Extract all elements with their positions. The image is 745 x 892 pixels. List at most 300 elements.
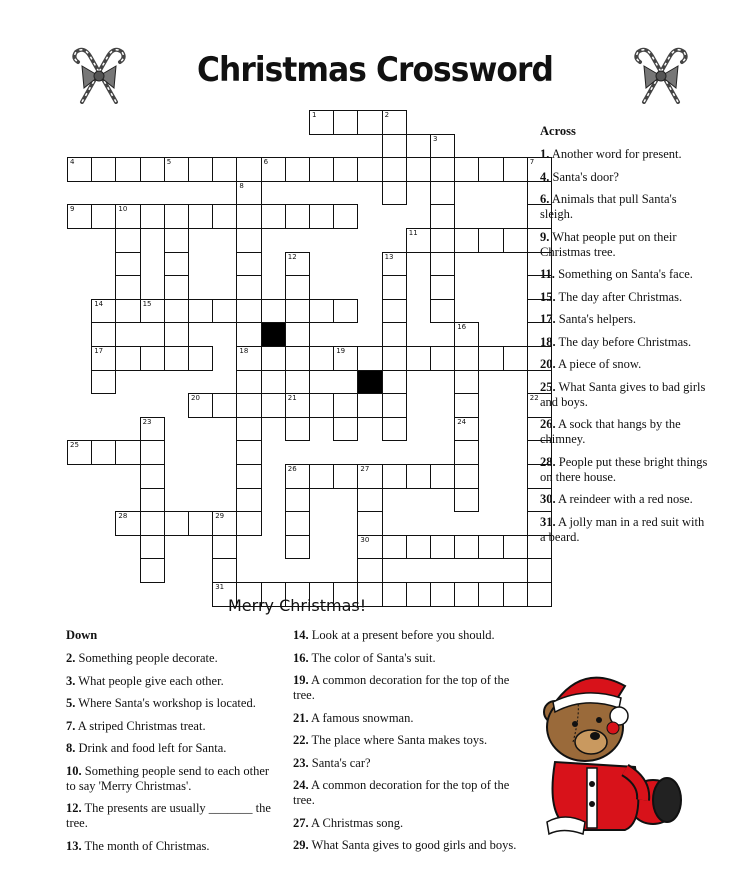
clue-item — [66, 839, 281, 854]
crossword-cell[interactable] — [164, 228, 189, 253]
crossword-cell[interactable] — [503, 346, 528, 371]
crossword-cell[interactable] — [454, 417, 479, 442]
crossword-cell[interactable] — [430, 346, 455, 371]
crossword-cell[interactable] — [140, 464, 165, 489]
black-square — [357, 370, 382, 395]
clue-text: What people put on their Christmas tree. — [540, 229, 677, 259]
clue-item — [540, 335, 710, 350]
crossword-cell[interactable] — [333, 346, 358, 371]
cell-number: 24 — [457, 417, 467, 426]
crossword-cell[interactable] — [140, 204, 165, 229]
crossword-cell[interactable] — [285, 464, 310, 489]
crossword-cell[interactable] — [91, 204, 116, 229]
clue-item — [293, 673, 523, 703]
crossword-cell[interactable] — [285, 252, 310, 277]
crossword-cell[interactable] — [261, 393, 286, 418]
clue-number: 10. — [66, 763, 82, 778]
crossword-cell[interactable] — [527, 582, 552, 607]
crossword-cell[interactable] — [285, 417, 310, 442]
crossword-cell[interactable] — [333, 417, 358, 442]
clue-text: People put these bright things on there house. — [540, 454, 708, 484]
clue-text: A common decoration for the top of the tree. — [293, 673, 510, 702]
crossword-cell[interactable] — [285, 370, 310, 395]
clue-item — [293, 838, 523, 853]
crossword-cell[interactable] — [236, 511, 261, 536]
clue-text: Santa's helpers. — [555, 312, 636, 326]
cell-number: 27 — [360, 465, 370, 473]
clue-number: 29. — [293, 838, 309, 852]
clue-text: A famous snowman. — [308, 710, 414, 725]
crossword-cell[interactable] — [333, 110, 358, 135]
crossword-cell[interactable] — [115, 228, 140, 253]
crossword-cell[interactable] — [309, 393, 334, 418]
crossword-cell[interactable] — [309, 464, 334, 489]
clue-text: The day before Christmas. — [555, 334, 692, 349]
crossword-cell[interactable] — [309, 110, 334, 135]
clue-item — [293, 816, 523, 831]
crossword-cell[interactable] — [503, 582, 528, 607]
crossword-cell[interactable] — [140, 558, 165, 583]
crossword-cell[interactable] — [382, 110, 407, 135]
crossword-cell[interactable] — [309, 346, 334, 371]
crossword-cell[interactable] — [357, 157, 382, 182]
crossword-cell[interactable] — [285, 393, 310, 418]
crossword-cell[interactable] — [503, 228, 528, 253]
crossword-cell[interactable] — [285, 511, 310, 536]
down-header: Down — [66, 628, 98, 642]
crossword-cell[interactable] — [236, 488, 261, 513]
page-title: Christmas Crossword — [196, 50, 553, 90]
crossword-cell[interactable] — [503, 535, 528, 560]
crossword-cell[interactable] — [236, 440, 261, 465]
clue-text: Something people decorate. — [75, 651, 218, 665]
crossword-cell[interactable] — [285, 346, 310, 371]
crossword-cell[interactable] — [285, 157, 310, 182]
clue-text: What people give each other. — [75, 673, 224, 688]
crossword-cell[interactable] — [236, 181, 261, 206]
crossword-cell[interactable] — [454, 157, 479, 182]
crossword-cell[interactable] — [164, 299, 189, 324]
clue-item — [540, 290, 710, 305]
clue-number: 11. — [540, 267, 555, 281]
crossword-cell[interactable] — [333, 299, 358, 324]
clue-text: A sock that hangs by the chimney. — [540, 417, 681, 446]
crossword-cell[interactable] — [115, 440, 140, 465]
crossword-cell[interactable] — [164, 204, 189, 229]
crossword-cell[interactable] — [406, 582, 431, 607]
crossword-cell[interactable] — [382, 157, 407, 182]
footer-text: Merry Christmas! — [228, 596, 367, 615]
crossword-cell[interactable] — [212, 157, 237, 182]
crossword-cell[interactable] — [91, 322, 116, 347]
crossword-cell[interactable] — [261, 346, 286, 371]
clue-text: A reindeer with a red nose. — [555, 492, 693, 506]
crossword-cell[interactable] — [188, 204, 213, 229]
crossword-cell[interactable] — [333, 204, 358, 229]
cell-number: 11 — [408, 229, 418, 237]
crossword-cell[interactable] — [91, 299, 116, 324]
crossword-cell[interactable] — [115, 299, 140, 324]
clue-text: Where Santa's workshop is located. — [75, 696, 256, 710]
crossword-cell[interactable] — [357, 346, 382, 371]
clue-number: 26. — [540, 417, 556, 431]
crossword-cell[interactable] — [382, 393, 407, 418]
clue-text: Santa's car? — [308, 755, 371, 770]
clue-number: 12. — [66, 801, 82, 815]
crossword-cell[interactable] — [357, 558, 382, 583]
crossword-cell[interactable] — [357, 110, 382, 135]
crossword-cell[interactable] — [454, 440, 479, 465]
cell-number: 26 — [287, 465, 297, 473]
clue-number: 30. — [540, 492, 556, 506]
clue-text: The month of Christmas. — [81, 838, 210, 853]
crossword-cell[interactable] — [91, 157, 116, 182]
crossword-cell[interactable] — [478, 346, 503, 371]
clue-item — [540, 417, 710, 447]
crossword-cell[interactable] — [115, 511, 140, 536]
clue-number: 31. — [540, 514, 556, 529]
crossword-cell[interactable] — [430, 299, 455, 324]
clue-item — [293, 756, 523, 771]
clue-number: 16. — [293, 650, 309, 665]
crossword-cell[interactable] — [285, 299, 310, 324]
cell-number: 21 — [287, 394, 297, 403]
clue-text: A striped Christmas treat. — [75, 718, 206, 733]
cell-number: 23 — [142, 417, 152, 426]
crossword-cell[interactable] — [188, 299, 213, 324]
crossword-cell[interactable] — [164, 252, 189, 277]
clue-number: 4. — [540, 169, 550, 184]
teddy-bear-santa-icon — [535, 672, 685, 837]
crossword-cell[interactable] — [357, 511, 382, 536]
crossword-cell[interactable] — [454, 535, 479, 560]
crossword-cell[interactable] — [188, 393, 213, 418]
crossword-cell[interactable] — [188, 346, 213, 371]
crossword-cell[interactable] — [406, 346, 431, 371]
clue-item — [540, 312, 710, 327]
cell-number: 1 — [312, 111, 317, 119]
crossword-cell[interactable] — [212, 511, 237, 536]
crossword-cell[interactable] — [382, 134, 407, 159]
crossword-cell[interactable] — [382, 252, 407, 277]
crossword-cell[interactable] — [503, 157, 528, 182]
clue-item — [540, 230, 710, 260]
crossword-cell[interactable] — [285, 275, 310, 300]
clue-item — [66, 651, 281, 666]
clue-text: The day after Christmas. — [555, 289, 683, 304]
clue-item — [293, 711, 523, 726]
crossword-cell[interactable] — [188, 511, 213, 536]
clue-item — [540, 380, 710, 410]
crossword-cell[interactable] — [140, 346, 165, 371]
crossword-cell[interactable] — [164, 346, 189, 371]
crossword-cell[interactable] — [140, 299, 165, 324]
clue-item — [540, 455, 710, 485]
clue-number: 25. — [540, 379, 556, 394]
black-square — [261, 322, 286, 347]
clue-item — [540, 492, 710, 507]
clue-item — [293, 651, 523, 666]
clue-item — [293, 778, 523, 808]
clue-number: 8. — [66, 741, 76, 755]
crossword-cell[interactable] — [67, 157, 92, 182]
crossword-cell[interactable] — [212, 299, 237, 324]
crossword-cell[interactable] — [91, 370, 116, 395]
crossword-cell[interactable] — [236, 228, 261, 253]
cell-number: 9 — [70, 205, 75, 214]
crossword-cell[interactable] — [67, 440, 92, 465]
crossword-cell[interactable] — [236, 299, 261, 324]
cell-number: 16 — [457, 323, 467, 332]
clue-text: Something people send to each other to say 'Merry Christmas'. — [66, 763, 270, 793]
crossword-cell[interactable] — [430, 464, 455, 489]
crossword-cell[interactable] — [454, 582, 479, 607]
crossword-cell[interactable] — [454, 393, 479, 418]
crossword-cell[interactable] — [454, 370, 479, 395]
clue-item — [540, 170, 710, 185]
cell-number: 20 — [191, 394, 200, 403]
clue-number: 5. — [66, 696, 76, 710]
clue-text: The place where Santa makes toys. — [308, 733, 488, 747]
crossword-cell[interactable] — [236, 204, 261, 229]
crossword-cell[interactable] — [236, 393, 261, 418]
clue-item — [293, 733, 523, 748]
crossword-cell[interactable] — [164, 157, 189, 182]
crossword-cell[interactable] — [91, 440, 116, 465]
crossword-cell[interactable] — [333, 464, 358, 489]
down-clues-continued — [293, 628, 523, 861]
cell-number: 5 — [166, 158, 172, 167]
crossword-cell[interactable] — [406, 134, 431, 159]
crossword-cell[interactable] — [236, 322, 261, 347]
clue-number: 2. — [66, 651, 76, 665]
crossword-cell[interactable] — [527, 558, 552, 583]
crossword-cell[interactable] — [115, 275, 140, 300]
clue-item — [66, 696, 281, 711]
crossword-cell[interactable] — [406, 535, 431, 560]
crossword-cell[interactable] — [164, 275, 189, 300]
crossword-cell[interactable] — [236, 417, 261, 442]
clue-text: Santa's door? — [549, 169, 619, 184]
clue-item — [66, 719, 281, 734]
crossword-cell[interactable] — [236, 157, 261, 182]
crossword-cell[interactable] — [212, 204, 237, 229]
crossword-cell[interactable] — [454, 346, 479, 371]
crossword-cell[interactable] — [140, 440, 165, 465]
candy-cane-bow-icon — [630, 44, 692, 104]
crossword-cell[interactable] — [382, 275, 407, 300]
clue-text: What Santa gives to good girls and boys. — [308, 838, 517, 852]
cell-number: 10 — [118, 205, 128, 214]
clue-number: 13. — [66, 838, 82, 853]
crossword-cell[interactable] — [382, 370, 407, 395]
crossword-cell[interactable] — [309, 204, 334, 229]
down-clues — [66, 628, 281, 861]
clue-number: 21. — [293, 710, 309, 725]
crossword-cell[interactable] — [285, 488, 310, 513]
crossword-cell[interactable] — [67, 204, 92, 229]
crossword-cell[interactable] — [91, 346, 116, 371]
crossword-cell[interactable] — [454, 322, 479, 347]
clue-text: What Santa gives to bad girls and boys. — [540, 379, 706, 409]
crossword-cell[interactable] — [285, 322, 310, 347]
clue-item — [66, 801, 281, 831]
crossword-cell[interactable] — [454, 464, 479, 489]
clue-number: 22. — [293, 733, 309, 747]
across-header: Across — [540, 124, 576, 138]
crossword-cell[interactable] — [115, 346, 140, 371]
cell-number: 12 — [287, 252, 297, 261]
clue-text: The color of Santa's suit. — [308, 650, 436, 665]
crossword-cell[interactable] — [382, 582, 407, 607]
crossword-cell[interactable] — [261, 157, 286, 182]
clue-number: 1. — [540, 147, 550, 161]
crossword-cell[interactable] — [430, 134, 455, 159]
clue-number: 27. — [293, 815, 309, 830]
crossword-cell[interactable] — [382, 322, 407, 347]
cell-number: 22 — [529, 394, 539, 403]
crossword-cell[interactable] — [164, 511, 189, 536]
crossword-cell[interactable] — [382, 181, 407, 206]
cell-number: 19 — [336, 347, 346, 355]
crossword-cell[interactable] — [333, 393, 358, 418]
crossword-cell[interactable] — [357, 464, 382, 489]
crossword-cell[interactable] — [357, 393, 382, 418]
cell-number: 30 — [360, 535, 370, 544]
crossword-cell[interactable] — [236, 464, 261, 489]
cell-number: 3 — [433, 134, 438, 143]
clue-number: 9. — [540, 229, 550, 244]
clue-number: 23. — [293, 755, 309, 770]
crossword-cell[interactable] — [140, 157, 165, 182]
crossword-cell[interactable] — [430, 535, 455, 560]
clue-text: The presents are usually _______ the tree. — [66, 801, 271, 830]
clue-item — [540, 192, 710, 222]
cell-number: 2 — [384, 111, 390, 119]
crossword-cell[interactable] — [188, 157, 213, 182]
clue-number: 19. — [293, 673, 309, 687]
clue-item — [66, 741, 281, 756]
crossword-cell[interactable] — [478, 157, 503, 182]
crossword-cell[interactable] — [430, 157, 455, 182]
crossword-cell[interactable] — [382, 417, 407, 442]
cell-number: 15 — [142, 299, 152, 308]
crossword-cell[interactable] — [382, 299, 407, 324]
crossword-cell[interactable] — [478, 582, 503, 607]
crossword-cell[interactable] — [212, 535, 237, 560]
crossword-cell[interactable] — [309, 157, 334, 182]
clue-item — [540, 147, 710, 162]
clue-item — [540, 357, 710, 372]
crossword-cell[interactable] — [236, 370, 261, 395]
crossword-cell[interactable] — [430, 181, 455, 206]
cell-number: 7 — [529, 158, 535, 167]
crossword-cell[interactable] — [309, 299, 334, 324]
crossword-cell[interactable] — [236, 346, 261, 371]
crossword-cell[interactable] — [430, 275, 455, 300]
clue-number: 24. — [293, 778, 309, 792]
cell-number: 14 — [94, 299, 104, 308]
clue-item — [540, 515, 710, 545]
clue-item — [540, 267, 710, 282]
clue-number: 7. — [66, 718, 76, 733]
crossword-cell[interactable] — [285, 204, 310, 229]
crossword-cell[interactable] — [261, 204, 286, 229]
crossword-cell[interactable] — [406, 157, 431, 182]
clue-number: 17. — [540, 312, 556, 326]
cell-number: 31 — [215, 583, 225, 591]
clue-text: Another word for present. — [549, 147, 682, 161]
crossword-cell[interactable] — [285, 535, 310, 560]
crossword-cell[interactable] — [261, 299, 286, 324]
crossword-cell[interactable] — [333, 157, 358, 182]
crossword-cell[interactable] — [212, 558, 237, 583]
crossword-cell[interactable] — [140, 535, 165, 560]
crossword-cell[interactable] — [140, 511, 165, 536]
clue-text: Look at a present before you should. — [308, 628, 495, 642]
crossword-cell[interactable] — [406, 464, 431, 489]
clue-number: 15. — [540, 289, 556, 304]
cell-number: 4 — [70, 158, 75, 167]
crossword-cell[interactable] — [357, 488, 382, 513]
clue-item — [293, 628, 523, 643]
crossword-cell[interactable] — [115, 204, 140, 229]
clue-number: 20. — [540, 357, 556, 371]
clue-number: 18. — [540, 334, 556, 349]
cell-number: 28 — [118, 512, 128, 521]
crossword-cell[interactable] — [357, 535, 382, 560]
clue-number: 6. — [540, 192, 550, 206]
crossword-cell[interactable] — [454, 228, 479, 253]
clue-text: A Christmas song. — [308, 815, 404, 830]
crossword-cell[interactable] — [382, 346, 407, 371]
crossword-cell[interactable] — [430, 204, 455, 229]
clue-text: A jolly man in a red suit with a beard. — [540, 514, 705, 544]
crossword-cell[interactable] — [140, 417, 165, 442]
cell-number: 6 — [263, 158, 269, 167]
crossword-cell[interactable] — [478, 228, 503, 253]
crossword-cell[interactable] — [164, 322, 189, 347]
crossword-cell[interactable] — [430, 252, 455, 277]
crossword-cell[interactable] — [382, 535, 407, 560]
clue-text: Drink and food left for Santa. — [75, 741, 227, 755]
across-clues — [540, 124, 710, 552]
crossword-cell[interactable] — [115, 157, 140, 182]
crossword-cell[interactable] — [140, 488, 165, 513]
cell-number: 29 — [215, 512, 225, 521]
cell-number: 18 — [239, 347, 249, 355]
cell-number: 17 — [94, 347, 104, 355]
clue-text: A common decoration for the top of the tree. — [293, 778, 510, 807]
crossword-cell[interactable] — [382, 464, 407, 489]
clue-item — [66, 764, 281, 794]
crossword-cell[interactable] — [454, 488, 479, 513]
crossword-cell[interactable] — [236, 275, 261, 300]
clue-number: 14. — [293, 628, 309, 642]
crossword-cell[interactable] — [236, 252, 261, 277]
clue-number: 28. — [540, 454, 556, 469]
crossword-cell[interactable] — [430, 582, 455, 607]
cell-number: 8 — [239, 181, 244, 190]
crossword-cell[interactable] — [406, 228, 431, 253]
crossword-cell[interactable] — [115, 252, 140, 277]
cell-number: 13 — [384, 252, 394, 261]
clue-text: Animals that pull Santa's sleigh. — [540, 192, 677, 221]
crossword-cell[interactable] — [478, 535, 503, 560]
clue-item — [66, 674, 281, 689]
crossword-cell[interactable] — [212, 393, 237, 418]
crossword-cell[interactable] — [430, 228, 455, 253]
